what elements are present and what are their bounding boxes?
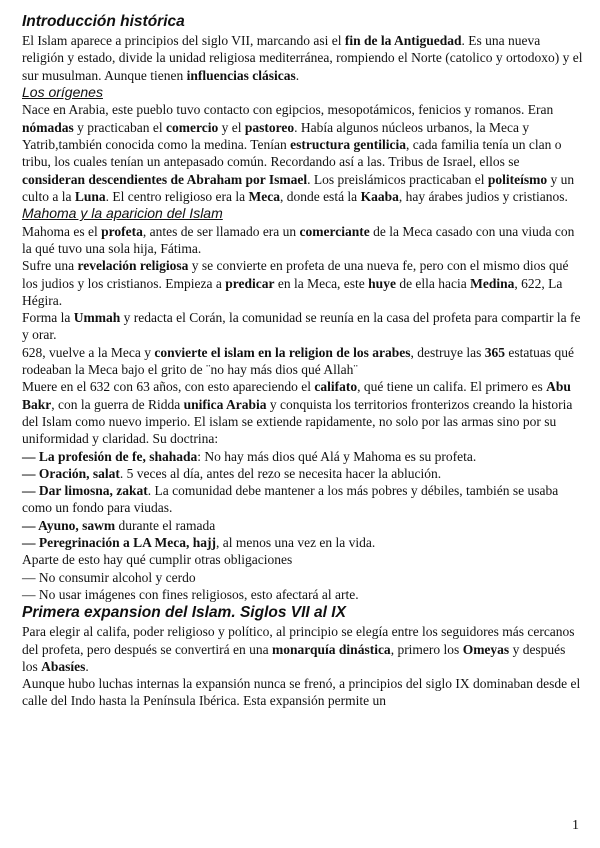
- text-run: Aunque hubo luchas internas la expansión nunca se frenó, a principios del siglo IX dominaban desde el calle del Indo hasta la Península Ibérica. Esta expansión permite un: [22, 676, 581, 709]
- mahoma-paragraph-4: [22, 344, 584, 379]
- bold-text: convierte el islam en la religion de los arabes: [154, 344, 411, 360]
- text-run: , primero los: [390, 641, 463, 657]
- page-number: 1: [572, 818, 579, 833]
- expansion-paragraph-1: [22, 623, 584, 675]
- text-run: , 622, La Hégira.: [22, 275, 563, 308]
- bold-text: profeta: [101, 223, 143, 239]
- text-run: Aparte de esto hay qué cumplir otras obligaciones: [22, 552, 293, 568]
- bold-text: — Dar limosna, zakat: [22, 483, 148, 499]
- text-run: . 5 veces al día, antes del rezo se necesita hacer la ablución.: [119, 465, 442, 481]
- bold-text: unifica Arabia: [183, 396, 267, 412]
- bold-text: — Oración, salat: [22, 465, 120, 481]
- text-run: . La comunidad debe mantener a los más pobres y débiles, también se usaba como un fondo para viudas.: [22, 483, 559, 516]
- bold-text: pastoreo: [244, 119, 295, 135]
- subheading-origenes: Los orígenes: [22, 83, 103, 100]
- text-run: y el: [218, 119, 245, 135]
- text-run: y redacta el Corán, la comunidad se reunía en la casa del profeta para compartir la fe y orar.: [22, 310, 581, 343]
- text-run: Para elegir al califa, poder religioso y político, al principio se elegía entre los seguidores más cercanos del profeta, pero después se convertirá en una: [22, 624, 575, 657]
- bold-text: — Peregrinación a LA Meca, hajj: [22, 535, 216, 551]
- text-run: durante el ramada: [115, 517, 216, 533]
- text-run: en la Meca, este: [274, 275, 369, 291]
- bold-text: Abu Bakr: [22, 379, 571, 412]
- text-run: , cada familia tenía un clan o tribu, los cuales tenían un antepasado común. Recordando así a las. Tribus de Israel, ellos se: [22, 136, 562, 170]
- intro-paragraph: [22, 32, 584, 84]
- text-run: Mahoma es el: [22, 223, 102, 239]
- bold-text: fin de la Antiguedad: [344, 33, 462, 48]
- text-run: , destruye las: [410, 344, 485, 360]
- bold-text: califato: [314, 379, 358, 395]
- text-run: 628, vuelve a la Meca y: [22, 344, 155, 360]
- bold-text: Luna: [74, 188, 106, 204]
- bold-text: huye: [368, 275, 396, 291]
- text-run: El Islam aparece a principios del siglo VII, marcando asi el: [22, 33, 345, 48]
- text-run: Sufre una: [22, 258, 78, 274]
- doctrina-sawm: [22, 517, 584, 534]
- bold-text: politeísmo: [487, 171, 548, 187]
- text-run: y conquista los territorios fronterizos creando la historia del Islam como nuevo imperio. El islam se extiende rapidamente, no solo por las armas sino por su uniformidad y claridad. Su doctrina:: [22, 396, 573, 447]
- bold-text: comercio: [165, 119, 219, 135]
- heading-introduccion: Introducción histórica: [22, 13, 185, 30]
- bold-text: influencias clásicas: [186, 67, 296, 83]
- document-body: [22, 12, 584, 710]
- text-run: y practicaban el: [73, 119, 166, 135]
- text-run: y se convierte en profeta de una nueva fe, pero con el mismo dios qué los judios y los cristianos. Empieza a: [22, 258, 569, 291]
- bold-text: comerciante: [299, 223, 370, 239]
- bold-text: Omeyas: [462, 641, 510, 657]
- text-run: .: [85, 658, 89, 674]
- text-run: : No hay más dios qué Alá y Mahoma es su profeta.: [197, 448, 477, 464]
- obligacion-alcohol: [22, 569, 584, 586]
- text-run: , hay árabes judios y cristianos.: [398, 188, 568, 204]
- text-run: de la Meca casado con una viuda con la qué tuvo una sola hija, Fátima.: [22, 223, 575, 256]
- text-run: . Los preislámicos practicaban el: [307, 171, 488, 187]
- text-run: . Había algunos núcleos urbanos, la Meca y Yatrib,también conocida como la medina. Tenían: [22, 119, 530, 152]
- mahoma-paragraph-2: [22, 257, 584, 309]
- mahoma-paragraph-1: [22, 223, 584, 258]
- bold-text: 365: [484, 344, 506, 360]
- subheading-mahoma: Mahoma y la aparicion del Islam: [22, 205, 223, 222]
- text-run: , antes de ser llamado era un: [142, 223, 300, 239]
- text-run: y un culto a la: [22, 171, 575, 204]
- text-run: de ella hacia: [395, 275, 471, 291]
- text-run: y después los: [22, 641, 566, 674]
- text-run: Nace en Arabia, este pueblo tuvo contacto con egipcios, mesopotámicos, fenicios y romanos. Eran: [22, 102, 554, 118]
- doctrina-zakat: [22, 482, 584, 517]
- bold-text: — La profesión de fe, shahada: [22, 448, 198, 464]
- doctrina-hajj: [22, 534, 584, 551]
- text-run: , con la guerra de Ridda: [51, 396, 184, 412]
- doctrina-salat: [22, 465, 584, 482]
- text-run: — No consumir alcohol y cerdo: [22, 569, 196, 585]
- text-run: estatuas qué rodeaban la Meca bajo el grito de ¨no hay más dios qué Allah¨: [22, 344, 575, 378]
- obligacion-imagenes: [22, 586, 584, 603]
- obligaciones-intro: [22, 551, 584, 568]
- text-run: , qué tiene un califa. El primero es: [357, 379, 547, 395]
- text-run: , al menos una vez en la vida.: [215, 535, 376, 551]
- bold-text: Abasíes: [41, 658, 86, 674]
- mahoma-paragraph-5: [22, 378, 584, 447]
- bold-text: Medina: [470, 275, 515, 291]
- bold-text: nómadas: [22, 119, 74, 135]
- bold-text: estructura gentilicia: [290, 136, 406, 152]
- doctrina-shahada: [22, 448, 584, 465]
- text-run: Muere en el 632 con 63 años, con esto apareciendo el: [22, 379, 315, 395]
- text-run: . Es una nueva religión y estado, divide la unidad religiosa mediterránea, rompiendo el Norte (catolico y ortodoxo) y el sur musulman. Aunque tienen: [22, 33, 583, 83]
- bold-text: revelación religiosa: [77, 258, 189, 274]
- bold-text: monarquía dinástica: [272, 641, 391, 657]
- bold-text: Kaaba: [360, 188, 399, 204]
- text-run: .: [295, 67, 300, 83]
- expansion-paragraph-2: [22, 675, 584, 710]
- origenes-paragraph: [22, 101, 584, 205]
- bold-text: — Ayuno, sawm: [22, 517, 116, 533]
- bold-text: consideran descendientes de Abraham por Ismael: [22, 171, 308, 187]
- bold-text: predicar: [225, 275, 275, 291]
- text-run: Forma la: [22, 310, 74, 326]
- text-run: . El centro religioso era la: [105, 188, 249, 204]
- bold-text: Ummah: [73, 310, 121, 326]
- text-run: , donde está la: [279, 188, 361, 204]
- bold-text: Meca: [248, 188, 280, 204]
- mahoma-paragraph-3: [22, 309, 584, 344]
- text-run: — No usar imágenes con fines religiosos, esto afectará al arte.: [22, 586, 359, 602]
- heading-primera-expansion: Primera expansion del Islam. Siglos VII al IX: [22, 604, 346, 622]
